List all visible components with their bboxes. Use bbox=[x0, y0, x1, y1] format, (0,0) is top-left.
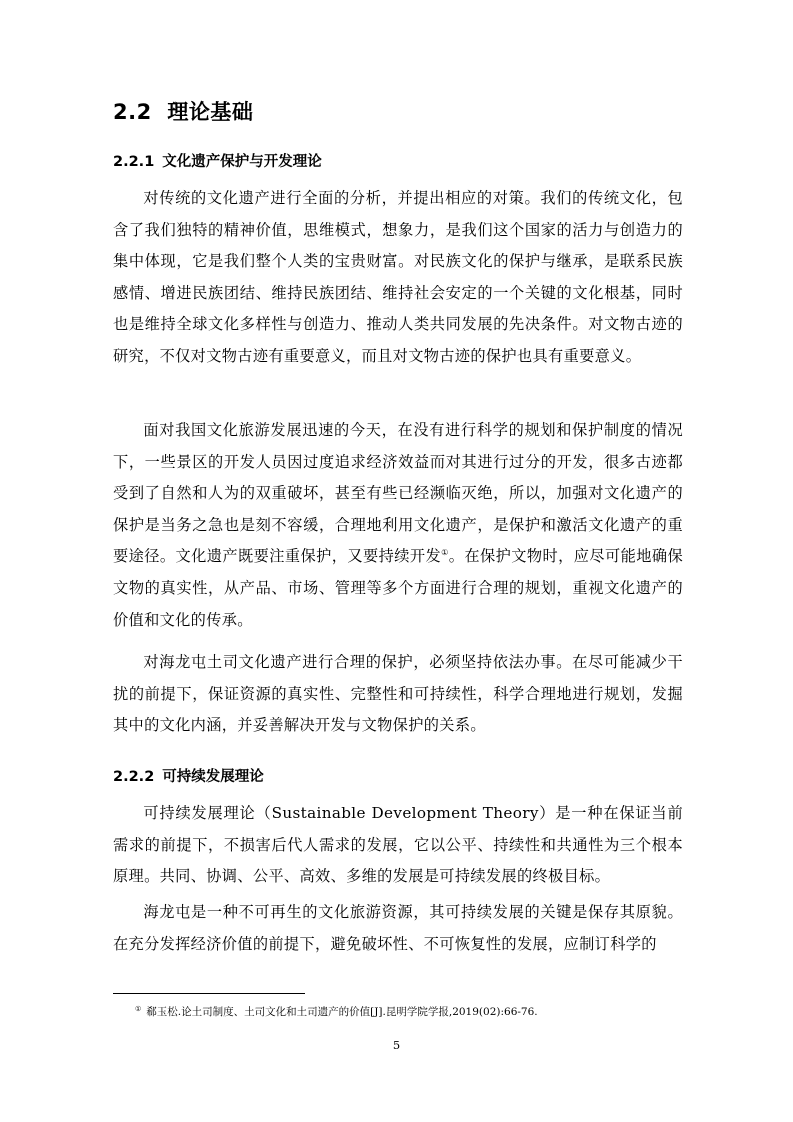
subsection-number: 2.2.1 bbox=[113, 154, 155, 170]
footnote bbox=[135, 1004, 538, 1019]
subsection-heading-1 bbox=[113, 150, 322, 171]
footnote-divider bbox=[113, 993, 305, 994]
section-title: 理论基础 bbox=[167, 100, 254, 124]
subsection-title: 文化遗产保护与开发理论 bbox=[162, 154, 322, 170]
paragraph: 可持续发展理论（Sustainable Development Theory）是一种在保证当前需求的前提下，不损害后代人需求的发展，它以公平、持续性和共通性为三个根本原理。共同、协调、公平、高效、多维的发展是可持续发展的终极目标。 bbox=[113, 804, 683, 886]
footnote-mark: ① bbox=[135, 1004, 142, 1013]
subsection-number: 2.2.2 bbox=[113, 769, 155, 785]
paragraph-text-continued: 。在保护文物时，应尽可能地确保文物的真实性，从产品、市场、管理等多个方面进行合理的规划，重视文化遗产的价值和文化的传承。 bbox=[113, 547, 683, 629]
subsection-title: 可持续发展理论 bbox=[162, 769, 264, 785]
footnote-reference[interactable]: ① bbox=[441, 548, 449, 558]
paragraph: 对传统的文化遗产进行全面的分析，并提出相应的对策。我们的传统文化，包含了我们独特的精神价值，思维模式，想象力，是我们这个国家的活力与创造力的集中体现，它是我们整个人类的宝贵财富。对民族文化的保护与继承，是联系民族感情、增进民族团结、维持民族团结、维持社会安定的一个关键的文化根基，同时也是维持全球文化多样性与创造力、推动人类共同发展的先决条件。对文物古迹的研究，不仅对文物古迹有重要意义，而且对文物古迹的保护也具有重要意义。 bbox=[113, 189, 683, 365]
paragraph bbox=[113, 415, 683, 636]
section-heading bbox=[113, 96, 253, 126]
paragraph: 海龙屯是一种不可再生的文化旅游资源，其可持续发展的关键是保存其原貌。在充分发挥经济价值的前提下，避免破坏性、不可恢复性的发展，应制订科学的 bbox=[113, 903, 683, 953]
paragraph: 对海龙屯土司文化遗产进行合理的保护，必须坚持依法办事。在尽可能减少干扰的前提下，保证资源的真实性、完整性和可持续性，科学合理地进行规划，发掘其中的文化内涵，并妥善解决开发与文物保护的关系。 bbox=[113, 653, 683, 735]
section-number: 2.2 bbox=[113, 100, 152, 124]
footnote-text: 郗玉松.论土司制度、土司文化和土司遗产的价值[J].昆明学院学报,2019(02):66-76. bbox=[146, 1006, 538, 1018]
subsection-heading-2 bbox=[113, 765, 264, 786]
paragraph-text: 面对我国文化旅游发展迅速的今天，在没有进行科学的规划和保护制度的情况下，一些景区的开发人员因过度追求经济效益而对其进行过分的开发，很多古迹都受到了自然和人为的双重破坏，甚至有些已经濒临灭绝，所以，加强对文化遗产的保护是当务之急也是刻不容缓，合理地利用文化遗产，是保护和激活文化遗产的重要途径。文化遗产既要注重保护，又要持续开发 bbox=[113, 421, 683, 566]
page-number: 5 bbox=[392, 1038, 401, 1052]
